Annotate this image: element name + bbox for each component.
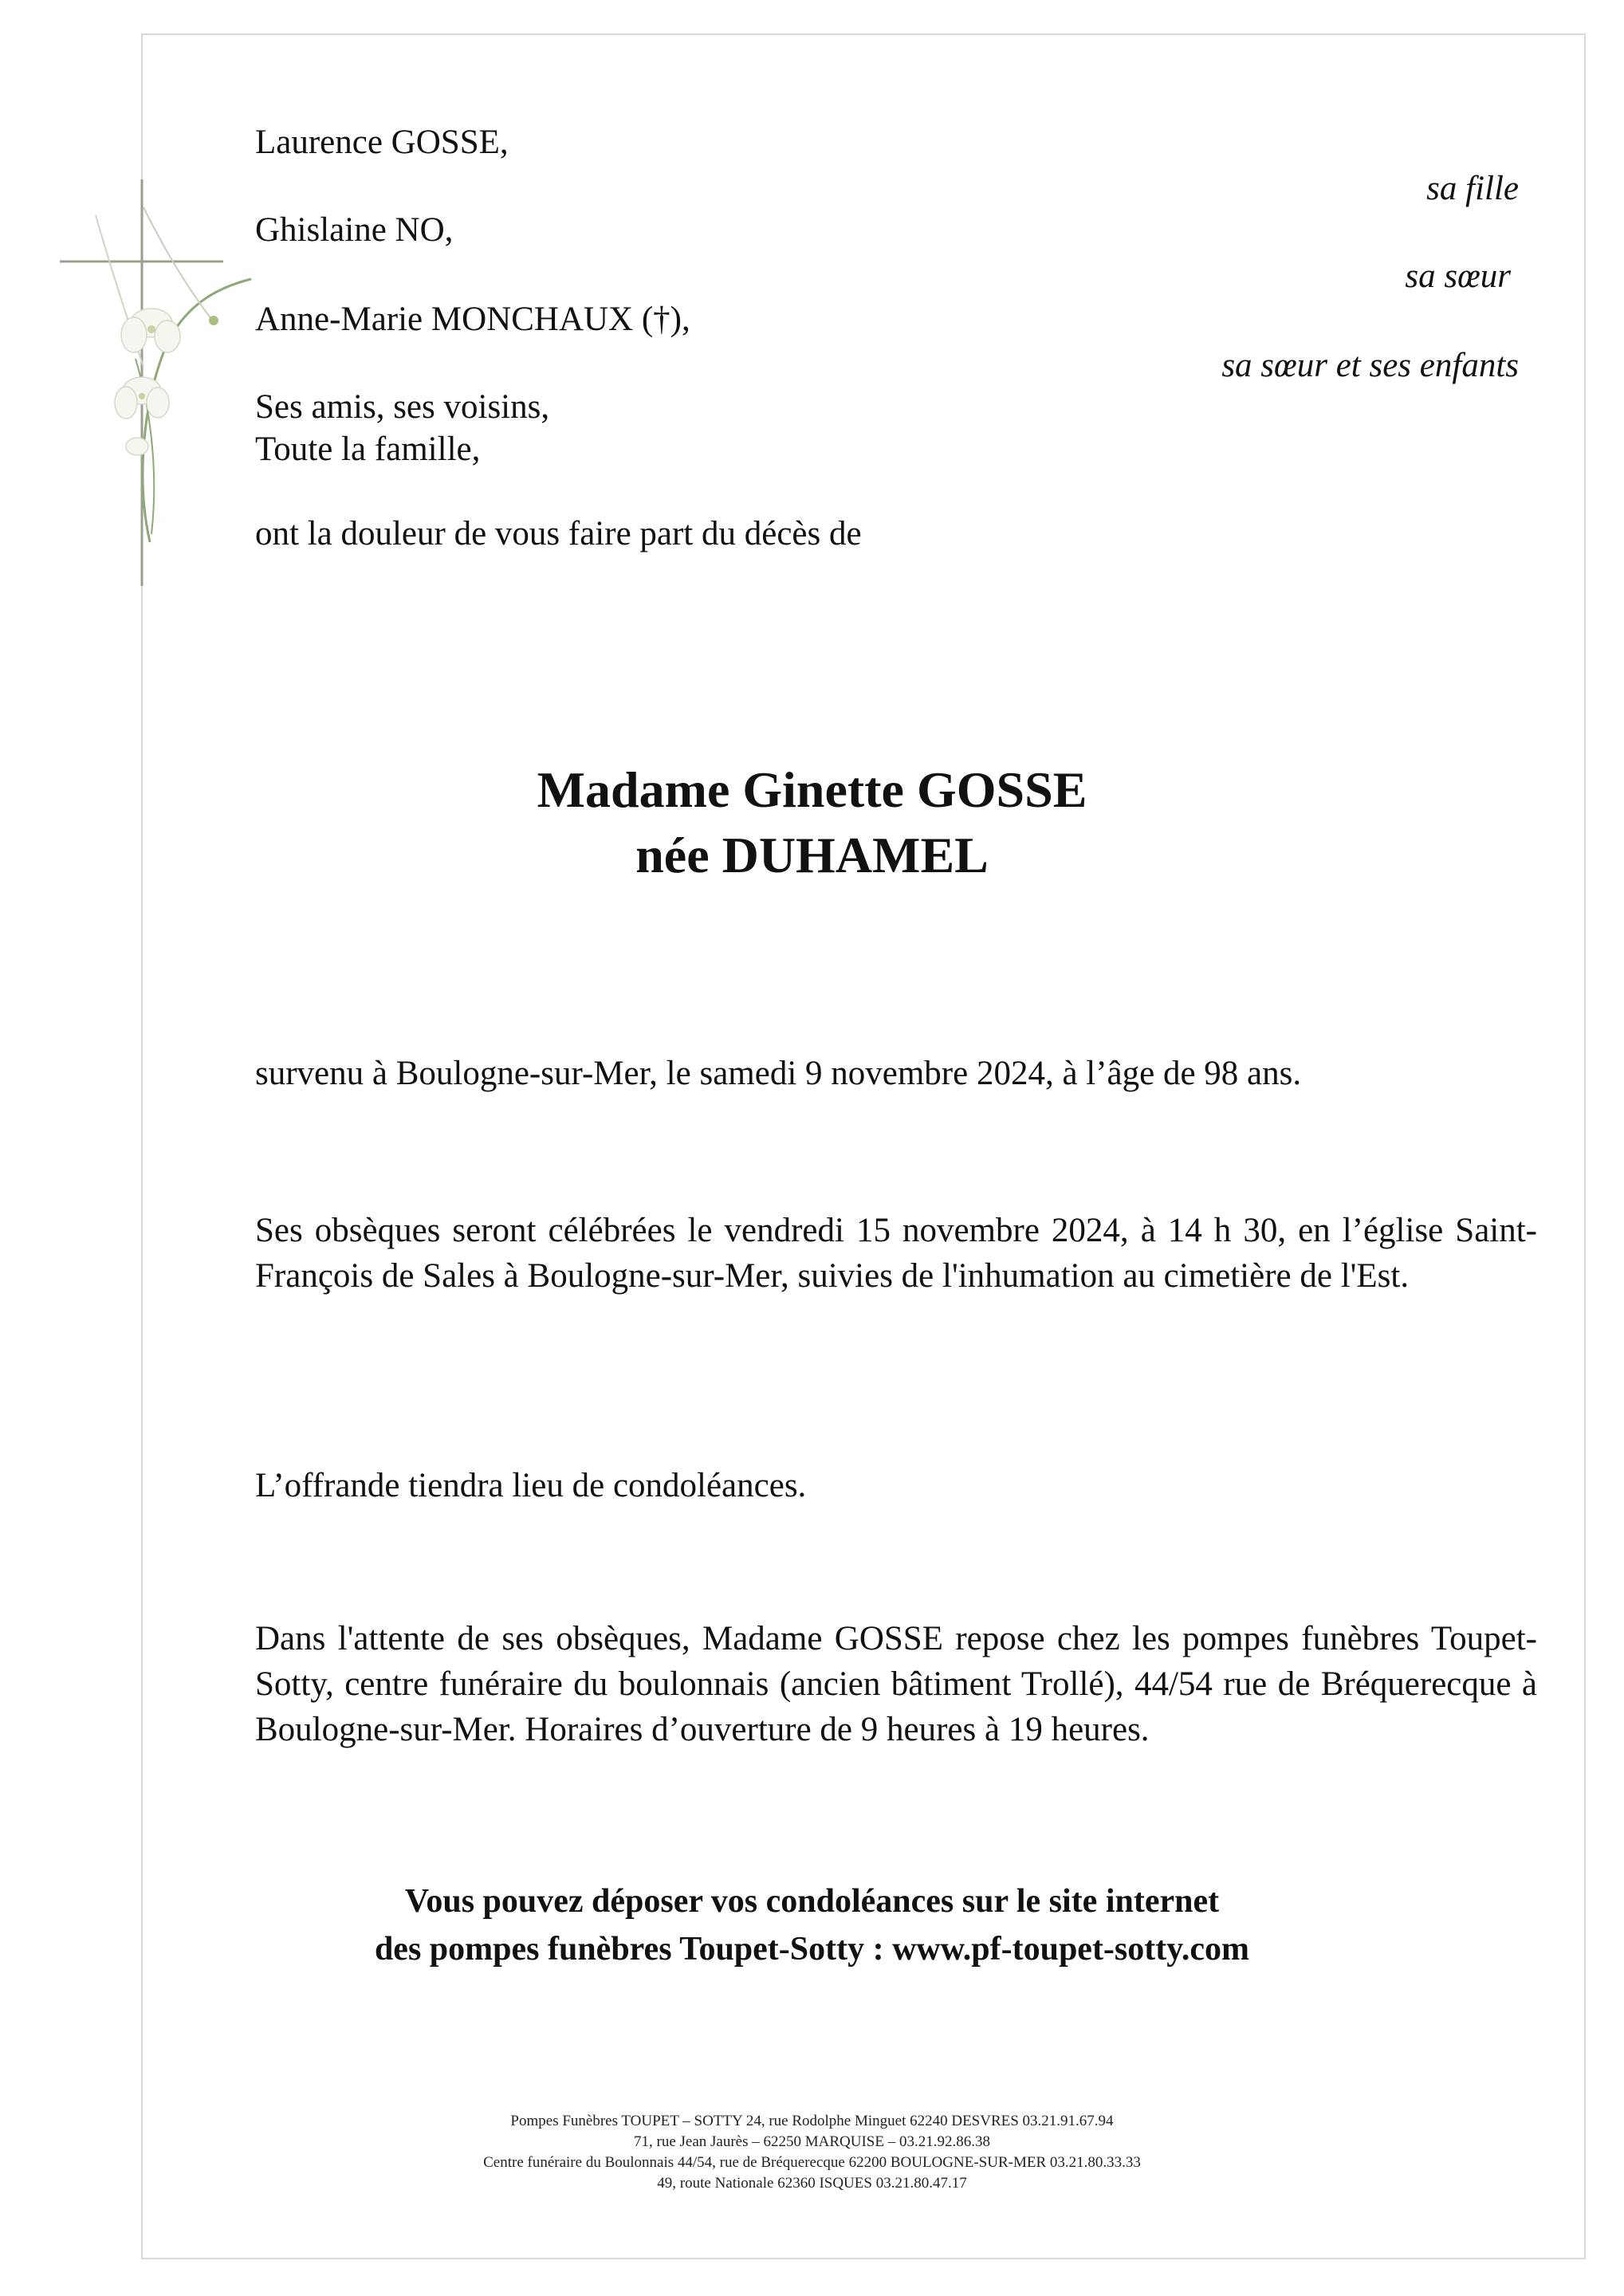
condolences-line: des pompes funèbres Toupet-Sotty : www.pf-toupet-sotty.com — [374, 1931, 1250, 1968]
other-mourners-line: Toute la famille, — [255, 431, 481, 468]
footer-addresses — [0, 2111, 1624, 2194]
family-member-name: Laurence GOSSE, — [255, 124, 509, 161]
footer-line: 71, rue Jean Jaurès – 62250 MARQUISE – 03.21.92.86.38 — [634, 2133, 990, 2150]
deceased-name-block — [0, 757, 1624, 888]
footer-line: 49, route Nationale 62360 ISQUES 03.21.80.47.17 — [657, 2175, 967, 2192]
condolences-block — [0, 1877, 1624, 1973]
deceased-name: Madame Ginette GOSSE — [537, 761, 1087, 818]
condolences-line: Vous pouvez déposer vos condoléances sur le site internet — [404, 1883, 1220, 1920]
funeral-notice: Ses obsèques seront célébrées le vendredi 15 novembre 2024, à 14 h 30, en l’église Saint-François de Sales à Boulogne-sur-Mer, suivies de l'inhumation au cimetière de l'Est. — [255, 1212, 1537, 1295]
rest-notice: Dans l'attente de ses obsèques, Madame GOSSE repose chez les pompes funèbres Toupet-Sotty, centre funéraire du boulonnais (ancien bâtiment Trollé), 44/54 rue de Bréquerecque à Boulogne-sur-Mer. Horaires d’ouverture de 9 heures à 19 heures. — [255, 1620, 1537, 1748]
cross-orchid-decoration — [48, 159, 255, 606]
death-notice: survenu à Boulogne-sur-Mer, le samedi 9 novembre 2024, à l’âge de 98 ans. — [255, 1055, 1302, 1092]
other-mourners-line: Ses amis, ses voisins, — [255, 388, 550, 426]
offering-notice: L’offrande tiendra lieu de condoléances. — [255, 1467, 807, 1504]
family-member-name: Anne-Marie MONCHAUX (†), — [255, 301, 690, 338]
footer-line: Pompes Funèbres TOUPET – SOTTY 24, rue Rodolphe Minguet 62240 DESVRES 03.21.91.67.94 — [510, 2113, 1114, 2129]
family-member-relation: sa sœur et ses enfants — [1221, 347, 1519, 384]
announcement-text: ont la douleur de vous faire part du décès de — [255, 515, 862, 552]
deceased-maiden-name: née DUHAMEL — [635, 827, 989, 883]
family-member-relation: sa sœur — [1405, 258, 1511, 295]
footer-line: Centre funéraire du Boulonnais 44/54, rue de Bréquerecque 62200 BOULOGNE-SUR-MER 03.21.80.33.33 — [483, 2154, 1141, 2171]
family-member-name: Ghislaine NO, — [255, 211, 454, 249]
family-member-relation: sa fille — [1426, 170, 1519, 207]
